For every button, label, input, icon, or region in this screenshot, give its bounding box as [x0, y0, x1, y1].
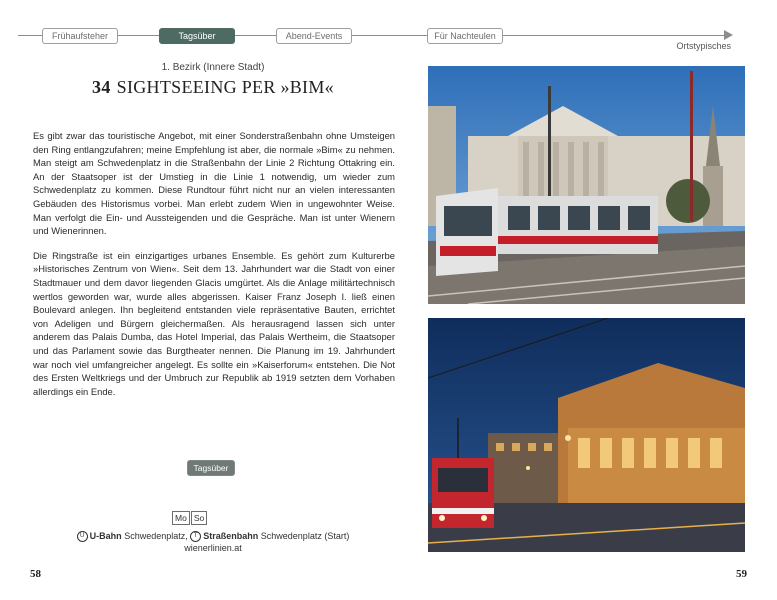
district-label: 1. Bezirk (Innere Stadt) [161, 62, 265, 73]
ubahn-stop: Schwedenplatz, [124, 531, 188, 541]
day-label: So [191, 511, 207, 525]
tab-tagsueber[interactable]: Tagsüber [159, 28, 235, 44]
ubahn-icon: U [77, 531, 88, 542]
entry-number: 34 [92, 77, 111, 97]
tab-abend-events[interactable]: Abend-Events [276, 28, 352, 44]
website-link[interactable]: wienerlinien.at [184, 543, 242, 554]
time-badge-wrap [166, 458, 256, 476]
page-title [40, 77, 386, 98]
ubahn-label: U-Bahn [89, 531, 122, 541]
opera-tram-photo [428, 318, 745, 552]
tab-fuer-nachteulen[interactable]: Für Nachteulen [427, 28, 503, 44]
parliament-tram-photo [428, 66, 745, 304]
page-number-right: 59 [736, 568, 747, 580]
transit-info [40, 530, 386, 554]
time-of-day-badge: Tagsüber [187, 460, 236, 476]
section-label: Ortstypisches [676, 41, 731, 51]
paragraph: Es gibt zwar das touristische Angebot, mit einer Sonderstraßenbahn ohne Umsteigen den Ring entlangzufahren; meine Empfehlung ist aber, die normale »Bim« zu nehmen. Man steigt am Schwedenplatz in die Straßenbahn der Linie 2 Richtung Ottakring ein. An der Staatsoper ist der Umstieg in die Linie 1 notwendig, um wieder zum Schwedenplatz zu kommen. Diese Rundtour führt nicht nur an vielen interessanten Gebäuden des Historismus vorbei. Man erlebt zudem Wien in ungewohnter Weise. Man verfolgt die Ein- und Aussteigenden und die Gespräche. Man ist unter Wienern und Wienerinnen. [33, 130, 395, 237]
paragraph: Die Ringstraße ist ein einzigartiges urbanes Ensemble. Es gehört zum Kulturerbe »Historisches Zentrum von Wien«. Seit dem 13. Jahrhundert war die Stadt von einer Stadtmauer und dem davor liegenden Glacis umgürtet. Als die Anlage militärtechnisch wertlos geworden war, wurde alles abgerissen. Kaiser Franz Joseph I. ließ einen Boulevard anlegen. Ihn begleitend entstanden viele repräsentative Bauten, errichtet von Adeligen und Bürgern gleichermaßen. Als herausragend lassen sich unter anderem das Palais Dumba, das Hotel Imperial, das Palais Wertheim, die Staatsoper und das Parlament sowie das Burgtheater nennen. Die Planung im 19. Jahrhundert war noch viel umfangreicher angelegt. Es sollte ein »Kaiserforum« entstehen. Die Not des Ersten Weltkriegs und der Umbruch zur Republik ab 1919 setzten dem Vorhaben allerdings ein Ende. [33, 249, 395, 397]
tab-fruehaufsteher[interactable]: Frühaufsteher [42, 28, 118, 44]
entry-title: SIGHTSEEING PER »BIM« [116, 77, 334, 97]
opening-days [172, 508, 208, 526]
timeline-arrow-icon [724, 30, 733, 40]
tram-stop: Schwedenplatz (Start) [260, 531, 350, 541]
tram-label: Straßenbahn [203, 531, 259, 541]
day-label: Mo [172, 511, 190, 525]
nav-timeline [18, 35, 728, 36]
page-number-left: 58 [30, 568, 41, 580]
opera-tram-image [428, 318, 745, 552]
tram-icon: T [190, 531, 201, 542]
parliament-tram-image [428, 66, 745, 304]
article-body [33, 129, 395, 409]
